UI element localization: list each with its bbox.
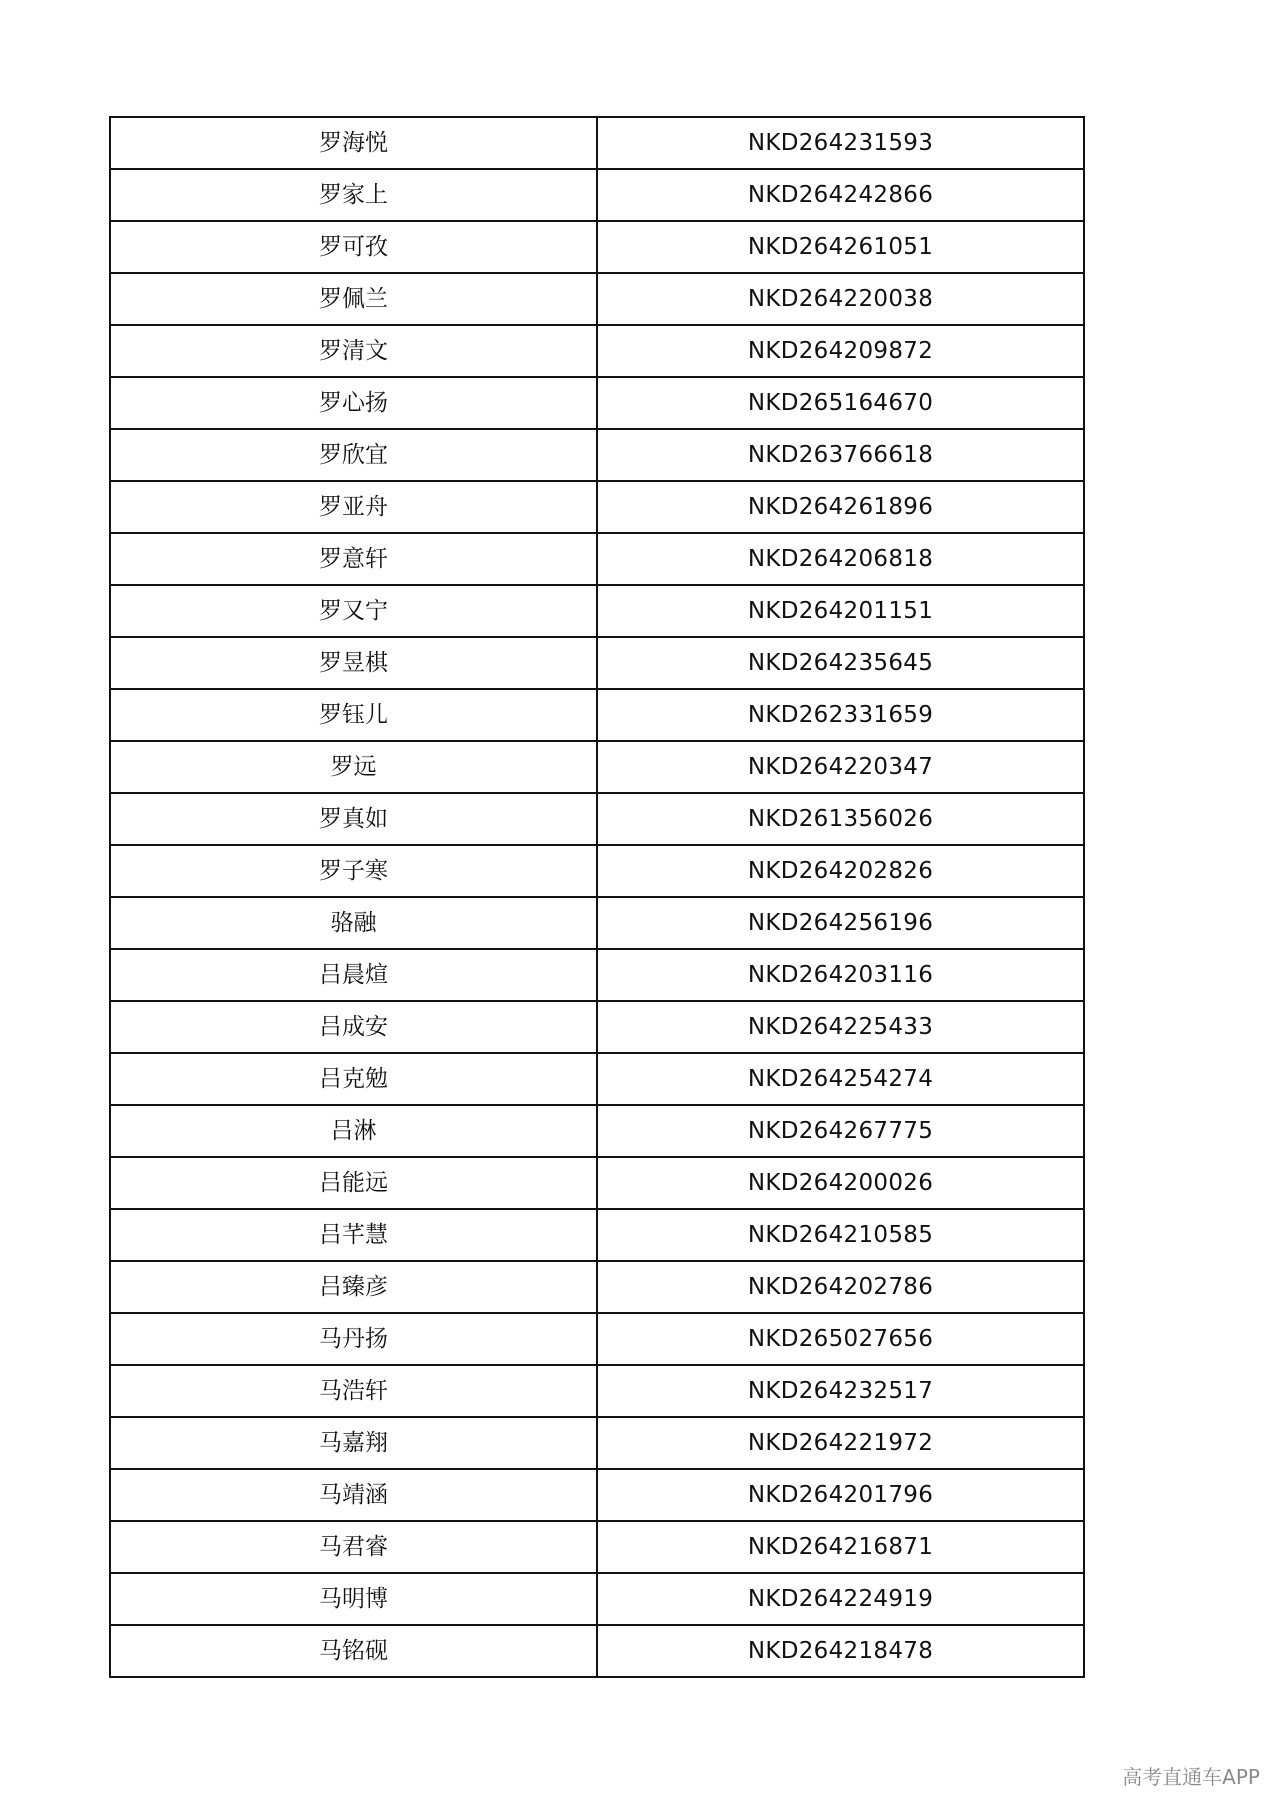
roster-body bbox=[110, 117, 1084, 1677]
table-row bbox=[110, 273, 1084, 325]
table-row bbox=[110, 1313, 1084, 1365]
student-name-cell: 吕成安 bbox=[110, 1001, 597, 1053]
student-id-cell: NKD264203116 bbox=[597, 949, 1084, 1001]
student-id-cell: NKD264225433 bbox=[597, 1001, 1084, 1053]
student-id-cell: NKD264210585 bbox=[597, 1209, 1084, 1261]
student-name-cell: 罗亚舟 bbox=[110, 481, 597, 533]
student-id-cell: NKD264256196 bbox=[597, 897, 1084, 949]
student-name-cell: 罗钰儿 bbox=[110, 689, 597, 741]
student-name-cell: 吕臻彦 bbox=[110, 1261, 597, 1313]
student-id-cell: NKD264201796 bbox=[597, 1469, 1084, 1521]
student-id-cell: NKD264220038 bbox=[597, 273, 1084, 325]
student-id-cell: NKD264254274 bbox=[597, 1053, 1084, 1105]
student-id-cell: NKD265164670 bbox=[597, 377, 1084, 429]
student-name-cell: 马浩轩 bbox=[110, 1365, 597, 1417]
student-id-cell: NKD264202786 bbox=[597, 1261, 1084, 1313]
table-row bbox=[110, 845, 1084, 897]
student-id-cell: NKD265027656 bbox=[597, 1313, 1084, 1365]
table-row bbox=[110, 949, 1084, 1001]
student-id-cell: NKD264235645 bbox=[597, 637, 1084, 689]
student-id-cell: NKD264218478 bbox=[597, 1625, 1084, 1677]
student-name-cell: 罗又宁 bbox=[110, 585, 597, 637]
student-name-cell: 吕能远 bbox=[110, 1157, 597, 1209]
student-id-cell: NKD264224919 bbox=[597, 1573, 1084, 1625]
student-name-cell: 吕芊慧 bbox=[110, 1209, 597, 1261]
student-id-cell: NKD264202826 bbox=[597, 845, 1084, 897]
table-row bbox=[110, 637, 1084, 689]
student-name-cell: 罗可孜 bbox=[110, 221, 597, 273]
table-row bbox=[110, 1157, 1084, 1209]
roster-table bbox=[109, 116, 1085, 1678]
table-row bbox=[110, 689, 1084, 741]
table-row bbox=[110, 221, 1084, 273]
student-name-cell: 马君睿 bbox=[110, 1521, 597, 1573]
student-id-cell: NKD261356026 bbox=[597, 793, 1084, 845]
student-name-cell: 罗心扬 bbox=[110, 377, 597, 429]
student-name-cell: 罗子寒 bbox=[110, 845, 597, 897]
table-row bbox=[110, 1365, 1084, 1417]
student-id-cell: NKD264206818 bbox=[597, 533, 1084, 585]
table-row bbox=[110, 169, 1084, 221]
student-name-cell: 马铭砚 bbox=[110, 1625, 597, 1677]
student-id-cell: NKD264201151 bbox=[597, 585, 1084, 637]
student-id-cell: NKD264216871 bbox=[597, 1521, 1084, 1573]
table-row bbox=[110, 481, 1084, 533]
student-name-cell: 吕克勉 bbox=[110, 1053, 597, 1105]
table-row bbox=[110, 1521, 1084, 1573]
table-row bbox=[110, 1105, 1084, 1157]
student-name-cell: 马靖涵 bbox=[110, 1469, 597, 1521]
student-name-cell: 马丹扬 bbox=[110, 1313, 597, 1365]
table-row bbox=[110, 1053, 1084, 1105]
student-id-cell: NKD263766618 bbox=[597, 429, 1084, 481]
table-row bbox=[110, 1209, 1084, 1261]
table-row bbox=[110, 533, 1084, 585]
student-id-cell: NKD264221972 bbox=[597, 1417, 1084, 1469]
student-name-cell: 罗远 bbox=[110, 741, 597, 793]
student-id-cell: NKD264209872 bbox=[597, 325, 1084, 377]
student-name-cell: 罗意轩 bbox=[110, 533, 597, 585]
table-row bbox=[110, 429, 1084, 481]
table-row bbox=[110, 585, 1084, 637]
student-id-cell: NKD264261051 bbox=[597, 221, 1084, 273]
watermark: 高考直通车APP bbox=[1122, 1765, 1260, 1789]
table-row bbox=[110, 325, 1084, 377]
student-name-cell: 罗昱棋 bbox=[110, 637, 597, 689]
student-id-cell: NKD264261896 bbox=[597, 481, 1084, 533]
student-name-cell: 骆融 bbox=[110, 897, 597, 949]
table-row bbox=[110, 897, 1084, 949]
table-row bbox=[110, 377, 1084, 429]
student-id-cell: NKD264200026 bbox=[597, 1157, 1084, 1209]
student-name-cell: 罗欣宜 bbox=[110, 429, 597, 481]
student-id-cell: NKD262331659 bbox=[597, 689, 1084, 741]
table-row bbox=[110, 793, 1084, 845]
student-name-cell: 罗海悦 bbox=[110, 117, 597, 169]
table-row bbox=[110, 117, 1084, 169]
table-row bbox=[110, 1573, 1084, 1625]
table-row bbox=[110, 1001, 1084, 1053]
student-id-cell: NKD264231593 bbox=[597, 117, 1084, 169]
table-row bbox=[110, 1469, 1084, 1521]
student-name-cell: 吕晨煊 bbox=[110, 949, 597, 1001]
student-name-cell: 罗真如 bbox=[110, 793, 597, 845]
table-row bbox=[110, 1261, 1084, 1313]
student-id-cell: NKD264232517 bbox=[597, 1365, 1084, 1417]
student-name-cell: 吕淋 bbox=[110, 1105, 597, 1157]
student-id-cell: NKD264267775 bbox=[597, 1105, 1084, 1157]
student-name-cell: 罗家上 bbox=[110, 169, 597, 221]
student-id-cell: NKD264220347 bbox=[597, 741, 1084, 793]
table-row bbox=[110, 1417, 1084, 1469]
student-id-cell: NKD264242866 bbox=[597, 169, 1084, 221]
student-name-cell: 罗清文 bbox=[110, 325, 597, 377]
student-name-cell: 罗佩兰 bbox=[110, 273, 597, 325]
table-row bbox=[110, 741, 1084, 793]
student-name-cell: 马明博 bbox=[110, 1573, 597, 1625]
table-row bbox=[110, 1625, 1084, 1677]
student-name-cell: 马嘉翔 bbox=[110, 1417, 597, 1469]
